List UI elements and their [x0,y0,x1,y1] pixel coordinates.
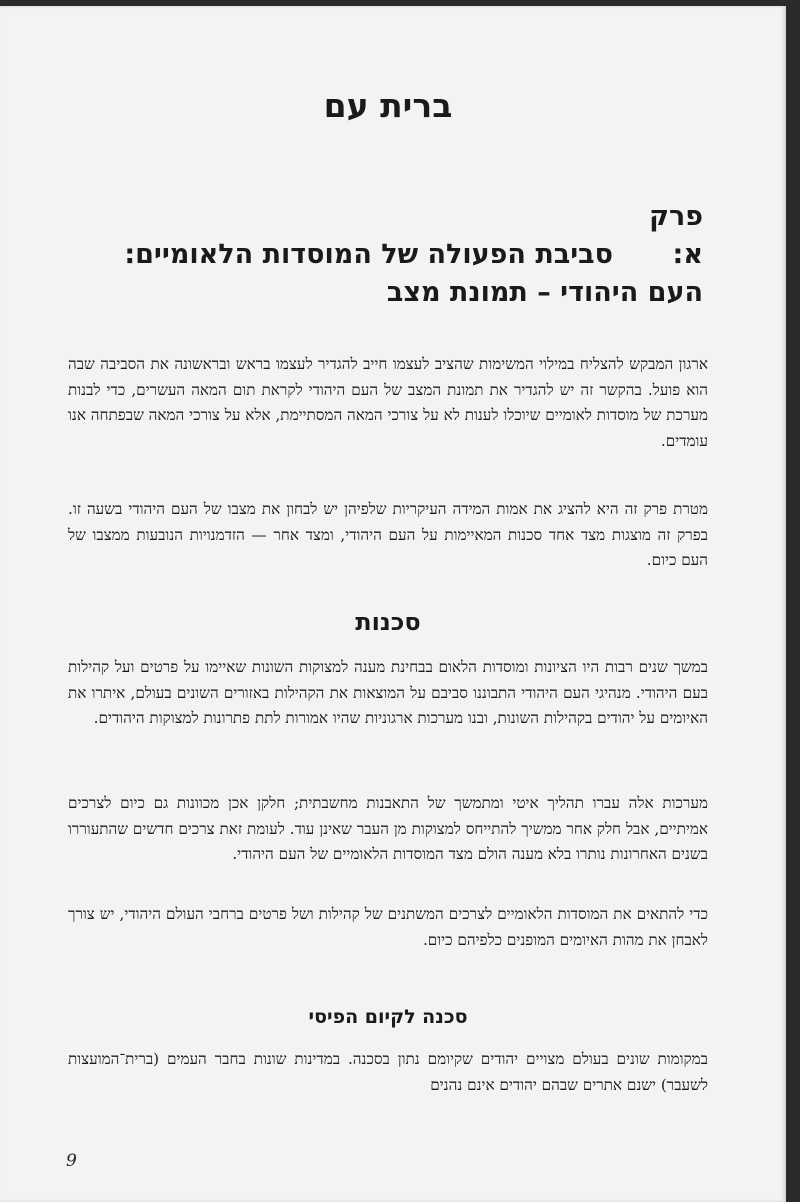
paragraph-intro-2: מטרת פרק זה היא להציג את אמות המידה העיקריות שלפיהן יש לבחון את מצבו של העם היהודי בשעה זו. בפרק זה מוצגות מצד אחד סכנות המאיימות על העם היהודי, ומצד אחר — הזדמנויות הנובעות ממצבו של העם כיום. [68,500,708,569]
chapter-title: סביבת הפעולה של המוסדות הלאומיים: [124,239,613,270]
paragraph-dangers-3: כדי להתאים את המוסדות הלאומיים לצרכים המשתנים של קהילות ושל פרטים ברחבי העולם היהודי, יש צורך לאבחן את מהות האיומים המופנים כלפיהם כיום. [68,905,708,949]
paragraph-dangers-1: במשך שנים רבות היו הציונות ומוסדות הלאום בבחינת מענה למצוקות השונות שאיימו על פרטים ועל קהילות בעם היהודי. מנהיגי העם היהודי התבוננו סביבם על המוצאות את הקהילות באזורים השונים בעולם, איתרו את האיומים על יהודים בקהילות השונות, ובנו מערכות ארגוניות שהיו אמורות לתת פתרונות למצוקות היהודים. [68,658,708,727]
chapter-label: פרק א: [649,201,703,270]
paragraph-physical-danger-1: במקומות שונים בעולם מצויים יהודים שקיומם נתון בסכנה. במדינות שונות בחבר העמים (ברית־המועצות לשעבר) ישנם אתרים שבהם יהודים אינם נהנים [68,1050,708,1094]
paragraph-intro-1: ארגון המבקש להצליח במילוי המשימות שהציב לעצמו חייב להגדיר לעצמו בראש ובראשונה את הסביבה שבה הוא פועל. בהקשר זה יש להגדיר את תמונת המצב של העם היהודי לקראת תום המאה העשרים, כדי לבנות מערכת של מוסדות לאומיים שיוכלו לענות לא על צורכי המאה המסתיימת, אלא על צורכי המאה שבפתחה אנו עומדים. [68,355,708,450]
document-page [0,6,786,1202]
paragraph-dangers-2: מערכות אלה עברו תהליך איטי ומתמשך של התאבנות מחשבתית; חלקן אכן מכוונות גם כיום לצרכים אמיתיים, אבל חלק אחר ממשיך להתייחס למצוקות מן העבר שאינן עוד. לעומת זאת צרכים חדשים שהתעוררו בשנים האחרונות נותרו בלא מענה הולם מצד המוסדות הלאומיים של העם היהודי. [68,794,708,863]
section-title-dangers: סכנות [355,608,421,636]
chapter-heading [83,198,703,274]
chapter-subtitle: העם היהודי – תמונת מצב [386,277,703,308]
subsection-title-physical-danger: סכנה לקיום הפיסי [308,1006,468,1028]
page-number: 9 [66,1151,77,1171]
document-title: ברית עם [323,86,453,125]
